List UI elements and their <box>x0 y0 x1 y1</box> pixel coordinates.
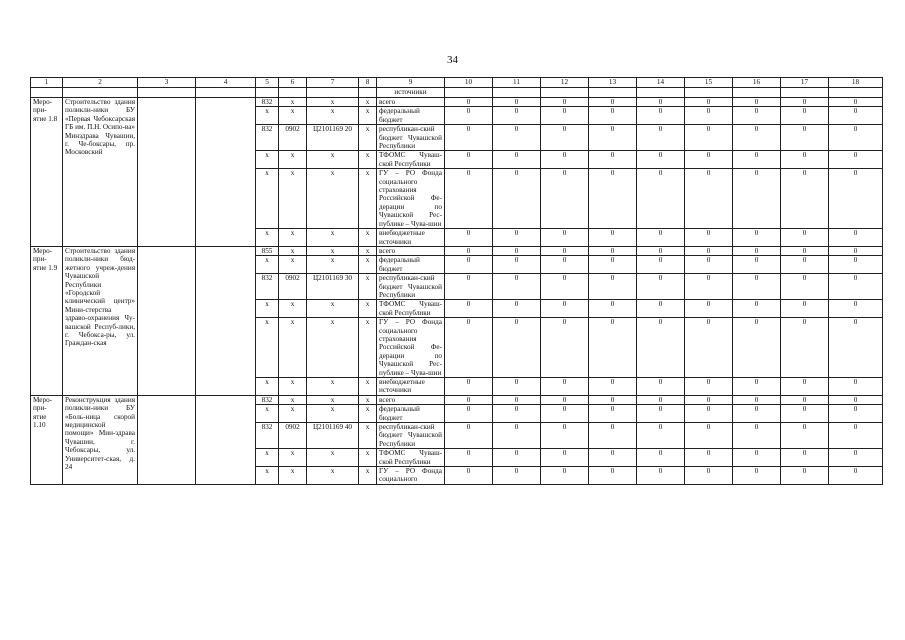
value-cell: 0 <box>733 98 781 107</box>
csr-cell: x <box>307 169 359 229</box>
rz-pr-cell: x <box>279 318 307 378</box>
value-cell: 0 <box>493 274 541 300</box>
value-cell: 0 <box>637 107 685 125</box>
value-cell: 0 <box>589 395 637 404</box>
gr-code-cell: 832 <box>256 395 279 404</box>
value-cell: 0 <box>781 423 829 449</box>
csr-cell: x <box>307 378 359 396</box>
value-cell: 0 <box>541 423 589 449</box>
empty-cell <box>307 88 359 98</box>
source-cell: ГУ – РО Фонда социального <box>377 467 445 485</box>
value-cell: 0 <box>685 405 733 423</box>
value-cell: 0 <box>829 229 883 247</box>
value-cell: 0 <box>637 229 685 247</box>
value-cell: 0 <box>733 151 781 169</box>
value-cell: 0 <box>637 125 685 151</box>
value-cell: 0 <box>685 107 733 125</box>
value-cell: 0 <box>445 169 493 229</box>
value-cell: 0 <box>781 467 829 485</box>
value-cell: 0 <box>541 151 589 169</box>
value-cell: 0 <box>781 318 829 378</box>
value-cell: 0 <box>637 274 685 300</box>
value-cell: 0 <box>781 125 829 151</box>
gr-code-cell: x <box>256 318 279 378</box>
value-cell: 0 <box>589 229 637 247</box>
empty-cell <box>685 88 733 98</box>
event-name-cell: Строительство здания поликли-ники бюд-жетного учреж-дения Чувашской Республики «Городской клинический центр» Мини-стерства здраво-охранения Чу-вашской Респуб-лики, г. Чебокса-ры, ул. Граждан-ская <box>63 246 138 395</box>
csr-cell: x <box>307 246 359 255</box>
rz-pr-cell: x <box>279 405 307 423</box>
column-number: 3 <box>138 78 196 88</box>
value-cell: 0 <box>541 318 589 378</box>
value-cell: 0 <box>829 467 883 485</box>
value-cell: 0 <box>829 125 883 151</box>
empty-cell <box>493 88 541 98</box>
source-cell: всего <box>377 246 445 255</box>
vr-cell: x <box>359 98 377 107</box>
source-cell: ТФОМС Чуваш-ской Республики <box>377 151 445 169</box>
value-cell: 0 <box>589 169 637 229</box>
csr-cell: x <box>307 300 359 318</box>
value-cell: 0 <box>445 107 493 125</box>
rz-pr-cell: x <box>279 449 307 467</box>
value-cell: 0 <box>781 274 829 300</box>
table-row <box>31 246 883 255</box>
csr-cell: Ц2101169 20 <box>307 125 359 151</box>
csr-cell: x <box>307 467 359 485</box>
vr-cell: x <box>359 300 377 318</box>
value-cell: 0 <box>733 395 781 404</box>
value-cell: 0 <box>493 98 541 107</box>
value-cell: 0 <box>589 125 637 151</box>
value-cell: 0 <box>493 378 541 396</box>
empty-cell <box>196 88 256 98</box>
value-cell: 0 <box>637 467 685 485</box>
gr-code-cell: x <box>256 229 279 247</box>
csr-cell: x <box>307 395 359 404</box>
value-cell: 0 <box>829 395 883 404</box>
empty-cell <box>829 88 883 98</box>
empty-cell <box>196 395 256 484</box>
empty-cell <box>781 88 829 98</box>
value-cell: 0 <box>445 300 493 318</box>
empty-cell <box>733 88 781 98</box>
column-number: 2 <box>63 78 138 88</box>
table-row <box>31 98 883 107</box>
column-number: 7 <box>307 78 359 88</box>
column-number: 15 <box>685 78 733 88</box>
value-cell: 0 <box>589 318 637 378</box>
source-cell: внебюджетные источники <box>377 229 445 247</box>
source-cell: федеральный бюджет <box>377 107 445 125</box>
source-cell: республикан-ский бюджет Чувашской Республики <box>377 423 445 449</box>
value-cell: 0 <box>685 318 733 378</box>
value-cell: 0 <box>733 405 781 423</box>
vr-cell: x <box>359 151 377 169</box>
csr-cell: x <box>307 405 359 423</box>
empty-cell <box>541 88 589 98</box>
value-cell: 0 <box>541 467 589 485</box>
value-cell: 0 <box>493 151 541 169</box>
source-cell: республикан-ский бюджет Чувашской Республики <box>377 125 445 151</box>
value-cell: 0 <box>733 125 781 151</box>
value-cell: 0 <box>493 405 541 423</box>
table-row <box>31 395 883 404</box>
value-cell: 0 <box>829 274 883 300</box>
value-cell: 0 <box>733 274 781 300</box>
value-cell: 0 <box>685 395 733 404</box>
rz-pr-cell: x <box>279 256 307 274</box>
value-cell: 0 <box>685 378 733 396</box>
column-number: 12 <box>541 78 589 88</box>
rz-pr-cell: x <box>279 107 307 125</box>
financing-table <box>30 77 883 485</box>
empty-cell <box>637 88 685 98</box>
column-number: 13 <box>589 78 637 88</box>
value-cell: 0 <box>445 125 493 151</box>
value-cell: 0 <box>829 169 883 229</box>
value-cell: 0 <box>685 169 733 229</box>
value-cell: 0 <box>685 467 733 485</box>
value-cell: 0 <box>493 423 541 449</box>
gr-code-cell: 832 <box>256 274 279 300</box>
gr-code-cell: x <box>256 107 279 125</box>
vr-cell: x <box>359 449 377 467</box>
value-cell: 0 <box>493 246 541 255</box>
value-cell: 0 <box>637 449 685 467</box>
source-cell: источники <box>377 88 445 98</box>
value-cell: 0 <box>781 169 829 229</box>
value-cell: 0 <box>541 125 589 151</box>
value-cell: 0 <box>589 151 637 169</box>
value-cell: 0 <box>829 107 883 125</box>
value-cell: 0 <box>781 395 829 404</box>
csr-cell: x <box>307 229 359 247</box>
value-cell: 0 <box>445 151 493 169</box>
value-cell: 0 <box>637 98 685 107</box>
value-cell: 0 <box>637 378 685 396</box>
vr-cell: x <box>359 107 377 125</box>
rz-pr-cell: x <box>279 169 307 229</box>
rz-pr-cell: x <box>279 300 307 318</box>
column-number: 9 <box>377 78 445 88</box>
column-number: 6 <box>279 78 307 88</box>
value-cell: 0 <box>637 300 685 318</box>
page-number: 34 <box>447 54 458 66</box>
vr-cell: x <box>359 395 377 404</box>
value-cell: 0 <box>829 318 883 378</box>
value-cell: 0 <box>781 229 829 247</box>
value-cell: 0 <box>781 405 829 423</box>
value-cell: 0 <box>589 405 637 423</box>
gr-code-cell: x <box>256 449 279 467</box>
rz-pr-cell: x <box>279 98 307 107</box>
value-cell: 0 <box>637 405 685 423</box>
value-cell: 0 <box>637 256 685 274</box>
value-cell: 0 <box>493 467 541 485</box>
empty-cell <box>138 98 196 247</box>
value-cell: 0 <box>685 449 733 467</box>
vr-cell: x <box>359 229 377 247</box>
value-cell: 0 <box>781 300 829 318</box>
value-cell: 0 <box>541 405 589 423</box>
rz-pr-cell: x <box>279 467 307 485</box>
value-cell: 0 <box>637 169 685 229</box>
value-cell: 0 <box>589 274 637 300</box>
value-cell: 0 <box>493 449 541 467</box>
value-cell: 0 <box>781 107 829 125</box>
vr-cell: x <box>359 169 377 229</box>
value-cell: 0 <box>685 274 733 300</box>
column-number: 1 <box>31 78 63 88</box>
value-cell: 0 <box>541 98 589 107</box>
value-cell: 0 <box>445 318 493 378</box>
empty-cell <box>256 88 279 98</box>
rz-pr-cell: x <box>279 151 307 169</box>
value-cell: 0 <box>541 274 589 300</box>
source-cell: ТФОМС Чуваш-ской Республики <box>377 449 445 467</box>
value-cell: 0 <box>445 274 493 300</box>
value-cell: 0 <box>781 378 829 396</box>
empty-cell <box>63 88 138 98</box>
value-cell: 0 <box>733 256 781 274</box>
rz-pr-cell: x <box>279 229 307 247</box>
event-name-cell: Строительство здания поликли-ники БУ «Первая Чебоксарская ГБ им. П.Н. Осипо-ва» Минздрава Чувашии, г. Че-боксары, пр. Московский <box>63 98 138 247</box>
value-cell: 0 <box>541 300 589 318</box>
value-cell: 0 <box>829 256 883 274</box>
value-cell: 0 <box>829 151 883 169</box>
empty-cell <box>138 246 196 395</box>
value-cell: 0 <box>445 467 493 485</box>
value-cell: 0 <box>781 246 829 255</box>
gr-code-cell: x <box>256 256 279 274</box>
value-cell: 0 <box>637 246 685 255</box>
source-cell: федеральный бюджет <box>377 405 445 423</box>
value-cell: 0 <box>445 405 493 423</box>
vr-cell: x <box>359 467 377 485</box>
column-number: 18 <box>829 78 883 88</box>
value-cell: 0 <box>445 98 493 107</box>
value-cell: 0 <box>445 229 493 247</box>
continuation-row <box>31 88 883 98</box>
value-cell: 0 <box>589 107 637 125</box>
csr-cell: x <box>307 449 359 467</box>
gr-code-cell: x <box>256 378 279 396</box>
empty-cell <box>138 88 196 98</box>
vr-cell: x <box>359 423 377 449</box>
vr-cell: x <box>359 274 377 300</box>
rz-pr-cell: x <box>279 378 307 396</box>
vr-cell: x <box>359 405 377 423</box>
csr-cell: x <box>307 107 359 125</box>
source-cell: республикан-ский бюджет Чувашской Республики <box>377 274 445 300</box>
rz-pr-cell: 0902 <box>279 125 307 151</box>
empty-cell <box>196 98 256 247</box>
value-cell: 0 <box>733 378 781 396</box>
value-cell: 0 <box>589 98 637 107</box>
csr-cell: Ц2101169 40 <box>307 423 359 449</box>
gr-code-cell: x <box>256 405 279 423</box>
value-cell: 0 <box>637 318 685 378</box>
value-cell: 0 <box>781 449 829 467</box>
value-cell: 0 <box>589 449 637 467</box>
value-cell: 0 <box>541 169 589 229</box>
value-cell: 0 <box>781 256 829 274</box>
rz-pr-cell: 0902 <box>279 423 307 449</box>
gr-code-cell: 832 <box>256 98 279 107</box>
event-number-cell: Меро-при-ятие 1.9 <box>31 246 63 395</box>
value-cell: 0 <box>493 125 541 151</box>
value-cell: 0 <box>685 300 733 318</box>
value-cell: 0 <box>589 467 637 485</box>
value-cell: 0 <box>733 449 781 467</box>
value-cell: 0 <box>541 246 589 255</box>
value-cell: 0 <box>733 107 781 125</box>
value-cell: 0 <box>829 98 883 107</box>
vr-cell: x <box>359 246 377 255</box>
column-number: 17 <box>781 78 829 88</box>
value-cell: 0 <box>829 423 883 449</box>
value-cell: 0 <box>733 423 781 449</box>
empty-cell <box>31 88 63 98</box>
event-name-cell: Реконструкция здания поликли-ники БУ «Боль-ница скорой медицинской помощи» Мин-здрава Чувашии, г. Чебоксары, ул. Университет-ская, д. 24 <box>63 395 138 484</box>
value-cell: 0 <box>589 246 637 255</box>
vr-cell: x <box>359 318 377 378</box>
value-cell: 0 <box>493 300 541 318</box>
value-cell: 0 <box>685 98 733 107</box>
value-cell: 0 <box>493 169 541 229</box>
value-cell: 0 <box>541 107 589 125</box>
empty-cell <box>445 88 493 98</box>
gr-code-cell: x <box>256 467 279 485</box>
value-cell: 0 <box>589 300 637 318</box>
value-cell: 0 <box>445 378 493 396</box>
csr-cell: x <box>307 318 359 378</box>
gr-code-cell: x <box>256 151 279 169</box>
value-cell: 0 <box>829 449 883 467</box>
value-cell: 0 <box>589 423 637 449</box>
gr-code-cell: 855 <box>256 246 279 255</box>
value-cell: 0 <box>829 300 883 318</box>
vr-cell: x <box>359 256 377 274</box>
value-cell: 0 <box>829 378 883 396</box>
value-cell: 0 <box>589 378 637 396</box>
value-cell: 0 <box>733 229 781 247</box>
value-cell: 0 <box>541 378 589 396</box>
event-number-cell: Меро-при-ятие 1.10 <box>31 395 63 484</box>
value-cell: 0 <box>589 256 637 274</box>
value-cell: 0 <box>445 423 493 449</box>
value-cell: 0 <box>637 395 685 404</box>
csr-cell: x <box>307 151 359 169</box>
value-cell: 0 <box>541 256 589 274</box>
source-cell: ГУ – РО Фонда социального страхования Российской Фе-дерации по Чувашской Рес-публике – Чува-шии <box>377 169 445 229</box>
value-cell: 0 <box>493 318 541 378</box>
empty-cell <box>589 88 637 98</box>
vr-cell: x <box>359 125 377 151</box>
value-cell: 0 <box>445 256 493 274</box>
value-cell: 0 <box>445 395 493 404</box>
csr-cell: x <box>307 256 359 274</box>
rz-pr-cell: 0902 <box>279 274 307 300</box>
column-number: 16 <box>733 78 781 88</box>
source-cell: внебюджетные источники <box>377 378 445 396</box>
rz-pr-cell: x <box>279 395 307 404</box>
value-cell: 0 <box>445 449 493 467</box>
value-cell: 0 <box>685 229 733 247</box>
value-cell: 0 <box>733 300 781 318</box>
event-number-cell: Меро-при-ятие 1.8 <box>31 98 63 247</box>
rz-pr-cell: x <box>279 246 307 255</box>
value-cell: 0 <box>541 449 589 467</box>
column-number: 4 <box>196 78 256 88</box>
value-cell: 0 <box>685 423 733 449</box>
value-cell: 0 <box>685 256 733 274</box>
value-cell: 0 <box>781 98 829 107</box>
column-number: 11 <box>493 78 541 88</box>
value-cell: 0 <box>493 229 541 247</box>
gr-code-cell: x <box>256 300 279 318</box>
column-numbers-row <box>31 78 883 88</box>
column-number: 8 <box>359 78 377 88</box>
column-number: 5 <box>256 78 279 88</box>
gr-code-cell: 832 <box>256 423 279 449</box>
csr-cell: x <box>307 98 359 107</box>
gr-code-cell: 832 <box>256 125 279 151</box>
column-number: 10 <box>445 78 493 88</box>
value-cell: 0 <box>733 318 781 378</box>
value-cell: 0 <box>733 169 781 229</box>
value-cell: 0 <box>637 151 685 169</box>
source-cell: всего <box>377 98 445 107</box>
source-cell: всего <box>377 395 445 404</box>
source-cell: федеральный бюджет <box>377 256 445 274</box>
empty-cell <box>359 88 377 98</box>
value-cell: 0 <box>493 107 541 125</box>
value-cell: 0 <box>733 467 781 485</box>
empty-cell <box>196 246 256 395</box>
value-cell: 0 <box>493 256 541 274</box>
value-cell: 0 <box>733 246 781 255</box>
source-cell: ГУ – РО Фонда социального страхования Российской Фе-дерации по Чувашской Рес-публике – Чува-шии <box>377 318 445 378</box>
value-cell: 0 <box>541 395 589 404</box>
source-cell: ТФОМС Чуваш-ской Республики <box>377 300 445 318</box>
value-cell: 0 <box>685 246 733 255</box>
value-cell: 0 <box>541 229 589 247</box>
empty-cell <box>138 395 196 484</box>
gr-code-cell: x <box>256 169 279 229</box>
value-cell: 0 <box>685 125 733 151</box>
value-cell: 0 <box>493 395 541 404</box>
empty-cell <box>279 88 307 98</box>
column-number: 14 <box>637 78 685 88</box>
value-cell: 0 <box>781 151 829 169</box>
vr-cell: x <box>359 378 377 396</box>
value-cell: 0 <box>685 151 733 169</box>
value-cell: 0 <box>829 246 883 255</box>
csr-cell: Ц2101169 30 <box>307 274 359 300</box>
value-cell: 0 <box>637 423 685 449</box>
value-cell: 0 <box>829 405 883 423</box>
value-cell: 0 <box>445 246 493 255</box>
